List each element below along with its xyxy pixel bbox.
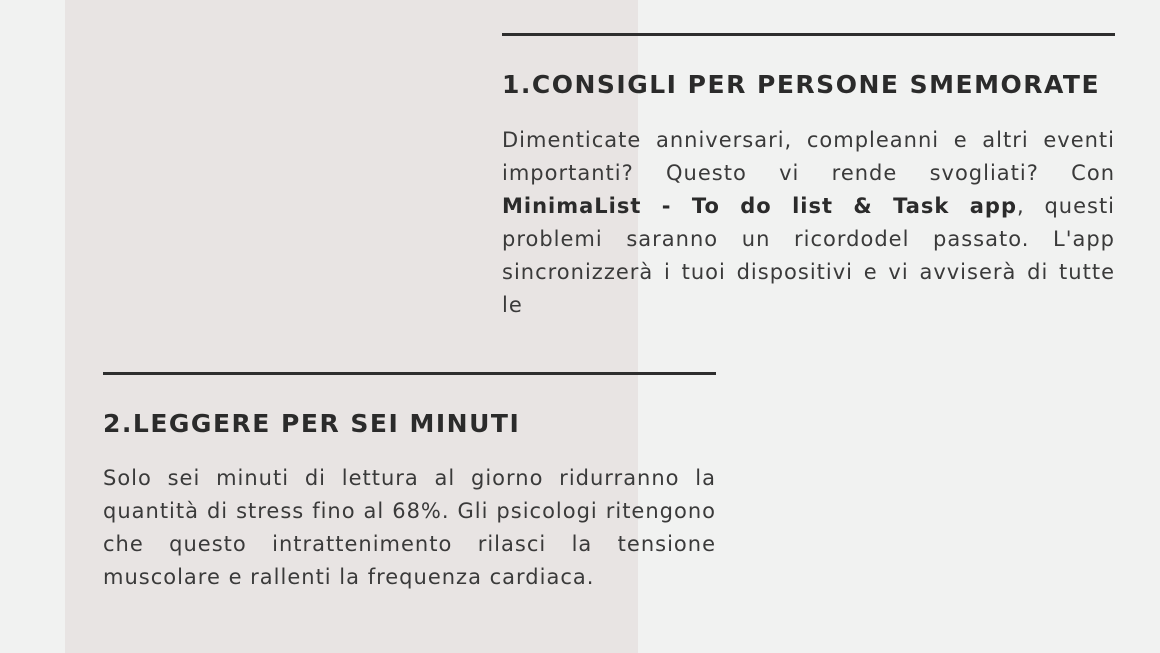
section-divider: [502, 33, 1115, 36]
body-text-before: Dimenticate anniversari, compleanni e altri eventi importanti? Questo vi rende svogliati? Con: [502, 128, 1115, 185]
section-body: [502, 124, 1115, 322]
section-forgetful-tips: [502, 33, 1115, 322]
section-body: Solo sei minuti di lettura al giorno ridurranno la quantità di stress fino al 68%. Gli psicologi ritengono che questo intrattenimento rilasci la tensione muscolare e rallenti la frequenza cardiaca.: [103, 466, 716, 589]
section-title: 1.CONSIGLI PER PERSONE SMEMORATE: [502, 70, 1101, 99]
section-divider: [103, 372, 716, 375]
body-text-after: , questi problemi saranno un ricordodel passato. L'app sincronizzerà i tuoi dispositivi e vi avviserà di tutte le: [502, 194, 1116, 317]
section-reading: [103, 372, 716, 594]
section-title: 2.LEGGERE PER SEI MINUTI: [103, 409, 521, 438]
app-name: MinimaList - To do list & Task app: [502, 194, 1018, 218]
